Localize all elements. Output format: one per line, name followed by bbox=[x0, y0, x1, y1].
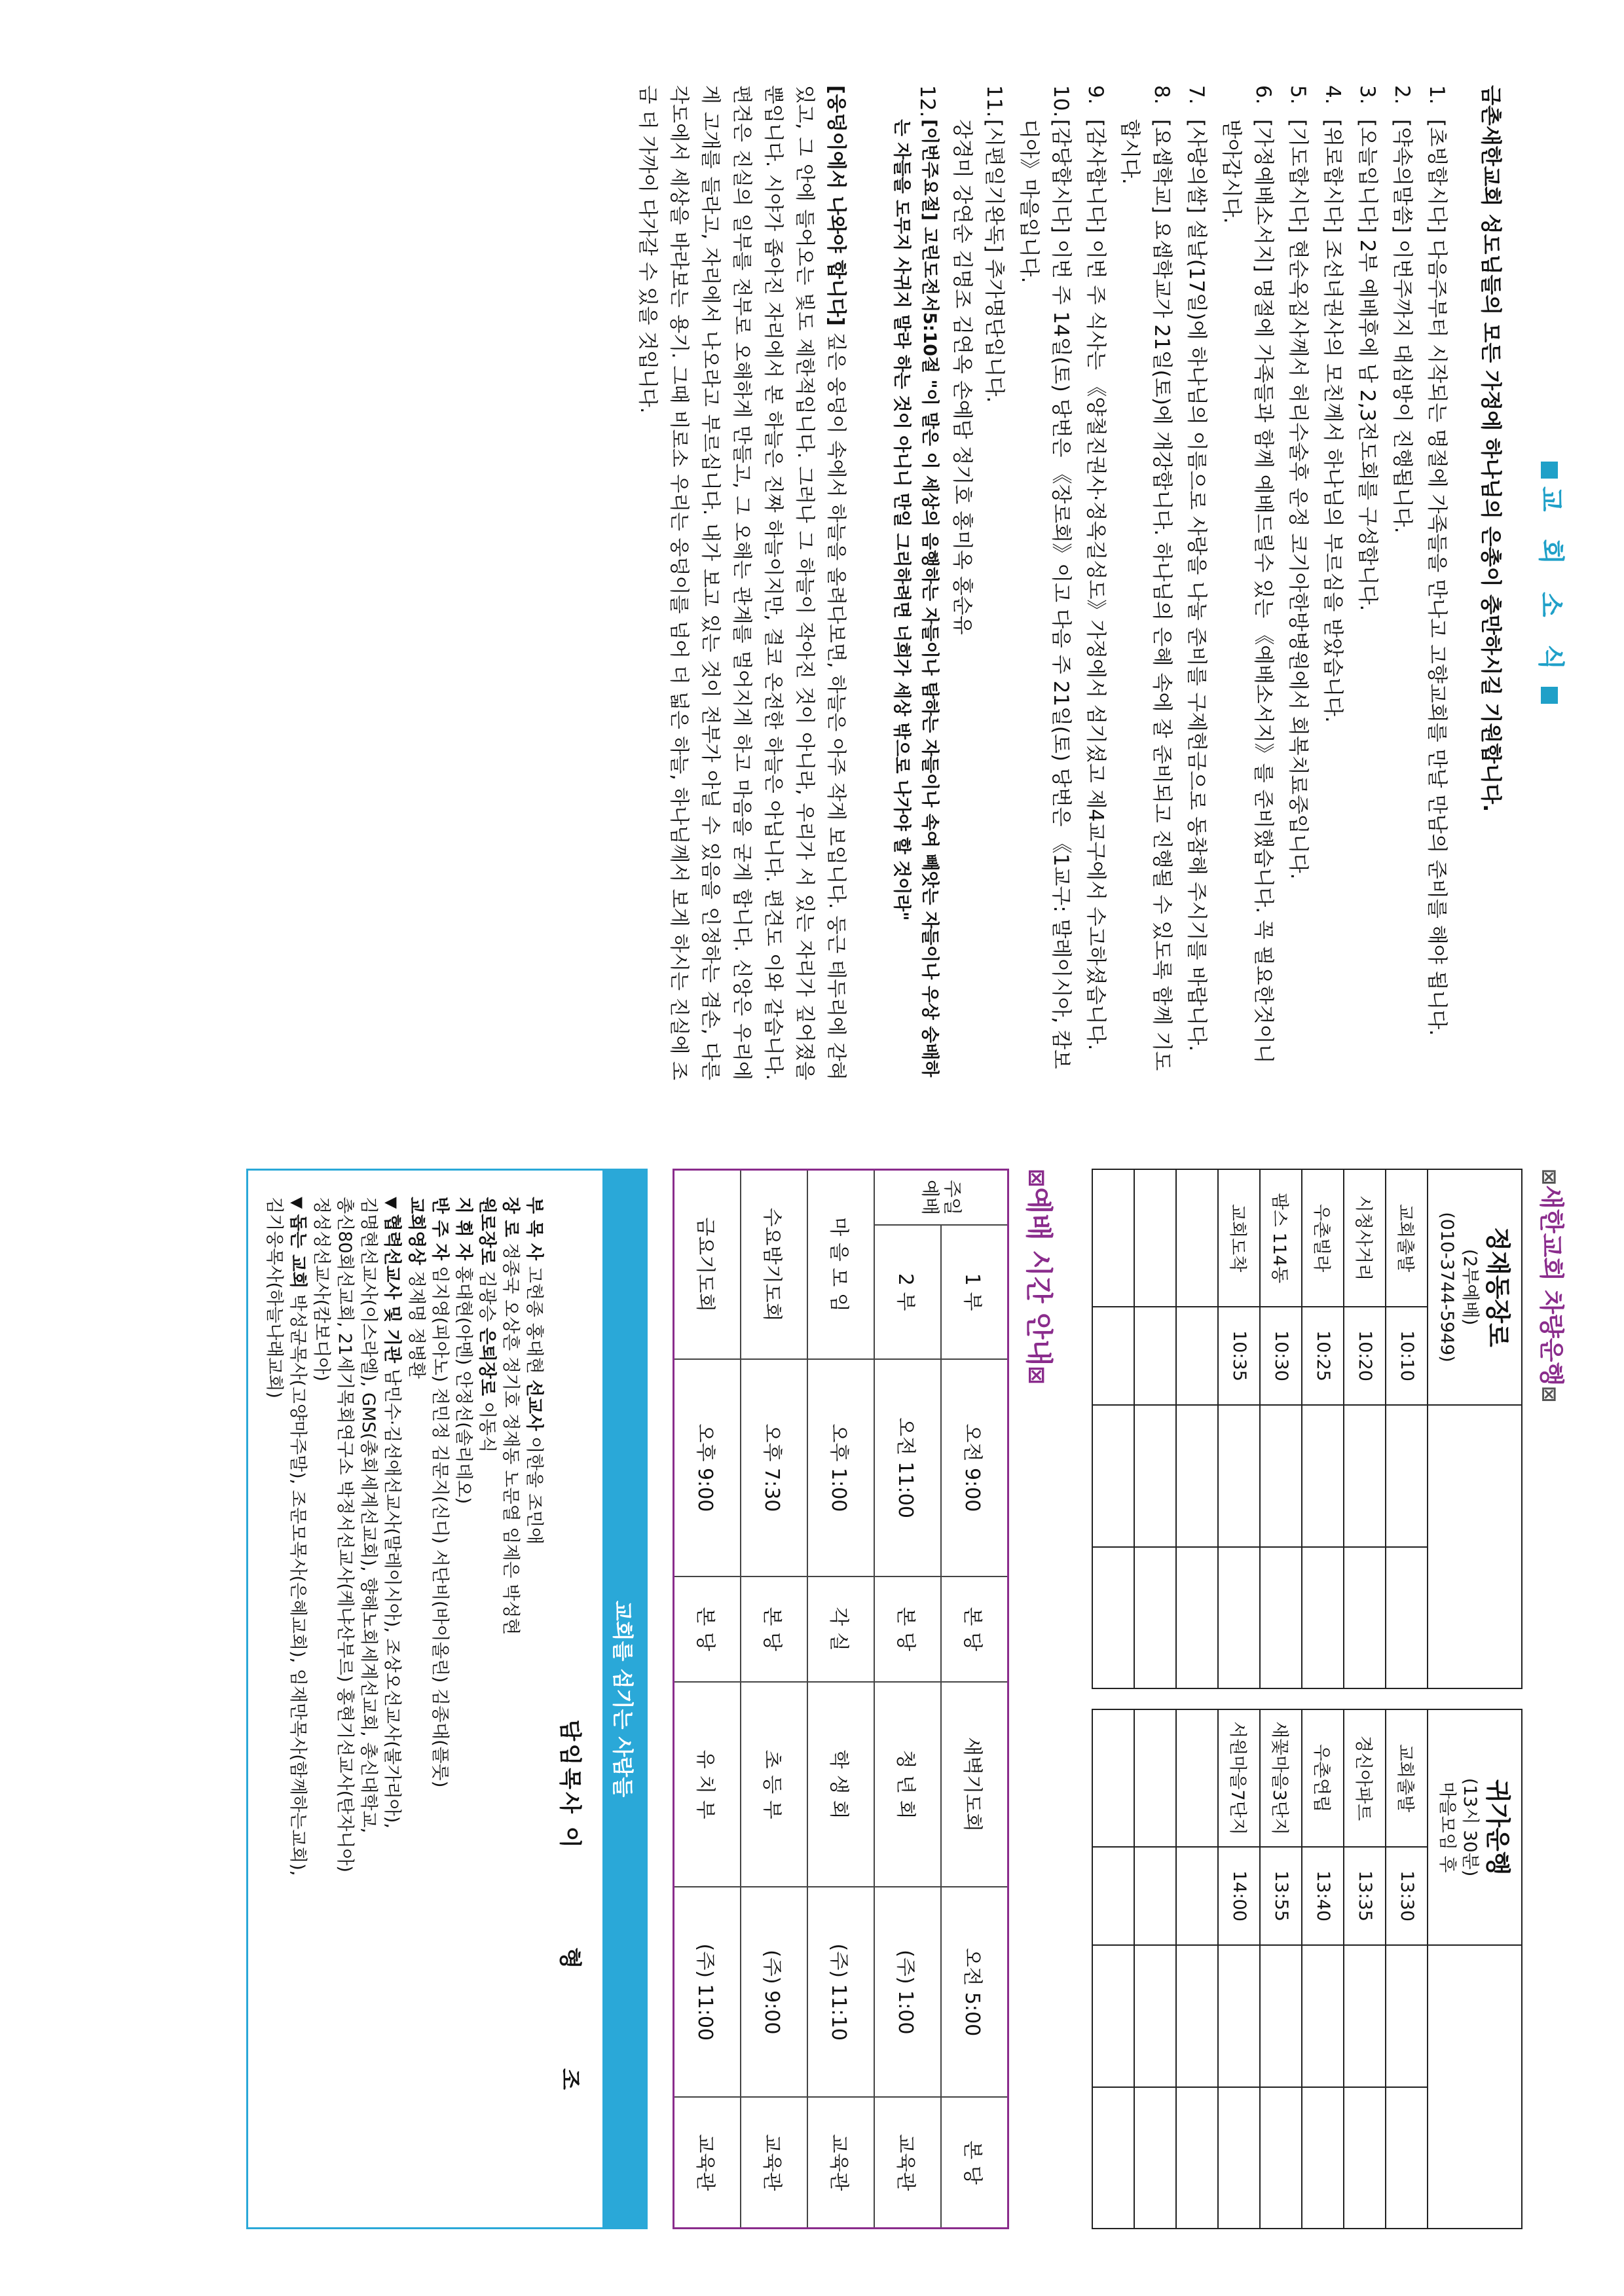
empty-cell bbox=[1302, 1405, 1344, 1547]
worship-time: 오후 9:00 bbox=[674, 1359, 741, 1576]
church-text: 김기웅목사(하늘나래교회) bbox=[263, 1197, 284, 1398]
square-icon bbox=[1541, 687, 1558, 704]
table-row bbox=[874, 1170, 941, 2229]
bus-stop: 서원마을7단지 bbox=[1218, 1709, 1260, 1847]
news-title bbox=[1534, 85, 1572, 1080]
empty-cell bbox=[1176, 1405, 1218, 1547]
server-names: 홍대현(아멘) 안정선(솔리데오) bbox=[452, 1266, 473, 1504]
empty-cell bbox=[1176, 2087, 1218, 2229]
empty-cell bbox=[1134, 1945, 1176, 2087]
bus-time: 13:30 bbox=[1386, 1847, 1428, 1945]
bus-title-text: 새한교회 차량운행 bbox=[1537, 1185, 1566, 1387]
empty-cell bbox=[1092, 1709, 1134, 1847]
empty-cell bbox=[1218, 2087, 1260, 2229]
empty-cell bbox=[1134, 1547, 1176, 1689]
news-item-number: 3. bbox=[1356, 85, 1380, 105]
news-item-text: [가정예배소서지] 명절에 가족들과 함께 예배드릴수 있는 《예배소서지》를 준비했습니다. 꼭 필요한것이니 받아갑시다. bbox=[1219, 119, 1276, 1064]
worship-title-text: 예배 시간 안내 bbox=[1023, 1187, 1056, 1366]
news-item-number: 6. bbox=[1251, 85, 1276, 105]
news-item bbox=[887, 85, 942, 1080]
table-row bbox=[1302, 1709, 1344, 2229]
mission-label: 협력선교사 및 기관 bbox=[382, 1214, 403, 1363]
bus-return-header-cell bbox=[1428, 1709, 1522, 1945]
empty-cell bbox=[1134, 1307, 1176, 1405]
empty-cell bbox=[1176, 1945, 1218, 2087]
worship-name: 마 을 모 임 bbox=[807, 1170, 874, 1360]
news-list bbox=[887, 85, 1452, 1080]
news-item-number: 5. bbox=[1286, 85, 1310, 105]
empty-cell bbox=[1134, 1709, 1176, 1847]
worship-category: 주일 예배 bbox=[874, 1170, 1008, 1226]
empty-cell bbox=[1176, 1307, 1218, 1405]
worship-name: 1 부 bbox=[941, 1225, 1008, 1359]
essay bbox=[631, 85, 851, 1080]
servers-body bbox=[261, 1171, 545, 2227]
news-item-number: 2. bbox=[1390, 85, 1414, 105]
news-item bbox=[1420, 85, 1452, 1080]
table-row bbox=[1344, 1169, 1386, 1688]
news-item-number: 12. bbox=[915, 85, 939, 118]
worship-place: 교육관 bbox=[874, 2097, 941, 2228]
table-row bbox=[1260, 1169, 1302, 1688]
triangle-bullet-icon: ▼ bbox=[287, 1197, 306, 1209]
empty-cell bbox=[1386, 2087, 1428, 2229]
empty-cell bbox=[1092, 1307, 1134, 1405]
server-names: 임지영(피아노) 전민정 김문지(신디) 서단비(바이올린) 김종대(플룻) bbox=[429, 1266, 450, 1788]
news-item-number: 7. bbox=[1185, 85, 1209, 105]
table-row bbox=[1386, 1169, 1428, 1688]
news-item-text: [감사합니다] 이번 주 식사는 《양철진권사·정옥길성도》가정에서 섬기셨고 제4교구에서 수고하셨습니다. bbox=[1083, 119, 1107, 1051]
news-item-text: [사랑의쌀] 설날(17일)에 하나님의 이름으로 사랑을 나눌 준비를 구제헌금으로 동참해 주시기를 바랍니다. bbox=[1185, 119, 1209, 1051]
news-item-number: 9. bbox=[1083, 85, 1107, 105]
worship-time: 오전 11:00 bbox=[874, 1359, 941, 1576]
deco-icon: ⊠ bbox=[1024, 1169, 1050, 1188]
worship-time: 오후 1:00 bbox=[807, 1359, 874, 1576]
bus-title bbox=[1536, 1169, 1572, 2229]
empty-cell bbox=[1260, 1547, 1302, 1689]
table-row bbox=[674, 1170, 741, 2229]
server-role: 교회영상 bbox=[405, 1197, 426, 1266]
server-role: 반 주 자 bbox=[429, 1197, 450, 1261]
empty-cell bbox=[1176, 1709, 1218, 1847]
worship-name: 2 부 bbox=[874, 1225, 941, 1359]
bus-tables bbox=[1092, 1169, 1522, 2229]
worship-name: 새벽기도회 bbox=[941, 1682, 1008, 1887]
server-role: 장 로 bbox=[500, 1197, 521, 1237]
weekly-verse: [이번주요절] 고린도전서5:10절 "이 말은 이 세상의 음행하는 자들이나 탐하는 자들이나 속여 빼앗는 자들이나 우상 숭배하는 자들을 도무지 사귀지 말라 하는 것이 아니니 만일 그리하려면 너희가 세상 밖으로 나가야 할 것이라" bbox=[891, 119, 940, 1078]
server-names: 정재명 정병환 bbox=[405, 1270, 426, 1379]
square-icon bbox=[1541, 462, 1558, 479]
table-row bbox=[1386, 1709, 1428, 2229]
bus-stop: 우촌연립 bbox=[1302, 1709, 1344, 1847]
church-line bbox=[286, 1197, 309, 2201]
bus-time: 10:20 bbox=[1344, 1307, 1386, 1405]
news-item bbox=[1386, 85, 1418, 1080]
news-item bbox=[1012, 85, 1077, 1080]
empty-cell bbox=[1134, 1405, 1176, 1547]
worship-time: 오후 7:30 bbox=[741, 1359, 807, 1576]
empty-cell bbox=[1218, 1405, 1260, 1547]
news-item bbox=[1351, 85, 1383, 1080]
news-item-text: [초빙합시다] 다음주부터 시작되는 명절에 가족들을 만나고 고향교회를 만날 만남의 준비를 해야 됩니다. bbox=[1425, 119, 1449, 1036]
info-section bbox=[246, 1169, 1572, 2229]
empty-cell bbox=[1218, 1547, 1260, 1689]
worship-place: 본 당 bbox=[674, 1576, 741, 1682]
bus-time: 13:35 bbox=[1344, 1847, 1386, 1945]
table-row bbox=[1176, 1169, 1218, 1688]
worship-name: 청 년 회 bbox=[874, 1682, 941, 1887]
worship-place: 교육관 bbox=[807, 2097, 874, 2228]
news-item-text: [위로합시다] 조선녀권사의 모친께서 하나님의 부르심을 받았습니다. bbox=[1321, 119, 1345, 723]
mission-line bbox=[356, 1197, 380, 2201]
empty-cell bbox=[1134, 1169, 1176, 1307]
deco-icon: ⊠ bbox=[1024, 1366, 1050, 1385]
deco-icon: ⊠ bbox=[1538, 1386, 1560, 1403]
worship-time: 오전 5:00 bbox=[941, 1887, 1008, 2097]
empty-cell bbox=[1344, 2087, 1386, 2229]
worship-time: 오전 9:00 bbox=[941, 1359, 1008, 1576]
bus-empty-cell bbox=[1428, 1405, 1522, 1688]
server-line bbox=[451, 1197, 475, 2201]
news-item-number: 4. bbox=[1321, 85, 1345, 105]
worship-time: (주) 11:00 bbox=[674, 1887, 741, 2097]
server-names: 정종국 오상흔 정기호 정재동 노문열 임제은 박성현 bbox=[500, 1243, 521, 1635]
mission-text: 총신80회선교회, 21세기목회연구소 박정서선교사(케냐산부르) 홍현기선교사(탄자니아) bbox=[335, 1197, 356, 1872]
worship-place: 교육관 bbox=[674, 2097, 741, 2228]
church-label: 돕는 교회 bbox=[287, 1214, 308, 1289]
empty-cell bbox=[1386, 1547, 1428, 1689]
table-row bbox=[1092, 1709, 1134, 2229]
news-item bbox=[1215, 85, 1279, 1080]
return-note: (13시 30분) bbox=[1459, 1777, 1480, 1877]
empty-cell bbox=[1260, 1945, 1302, 2087]
empty-cell bbox=[1092, 1945, 1134, 2087]
news-item-text: [기도합시다] 현순옥집사께서 허리수술후 운정 코기아한방병원에서 회복치료중입니다. bbox=[1286, 119, 1310, 880]
table-row bbox=[741, 1170, 807, 2229]
table-row bbox=[1302, 1169, 1344, 1688]
worship-name: 학 생 회 bbox=[807, 1682, 874, 1887]
worship-time: (주) 1:00 bbox=[874, 1887, 941, 2097]
bus-stop: 우촌빌라 bbox=[1302, 1169, 1344, 1307]
worship-name: 수요밤기도회 bbox=[741, 1170, 807, 1360]
worship-place: 각 실 bbox=[807, 1576, 874, 1682]
news-item-number: 10. bbox=[1048, 85, 1073, 118]
worship-name: 금요기도회 bbox=[674, 1170, 741, 1360]
server-line bbox=[475, 1197, 498, 2201]
server-role: 부 목 사 bbox=[524, 1197, 545, 1261]
server-line bbox=[428, 1197, 451, 2201]
empty-cell bbox=[1092, 1847, 1134, 1945]
table-row bbox=[1092, 1169, 1134, 1688]
mission-text: 남민수·김선애선교사(말레이시아), 조상오선교사(불가리아), bbox=[382, 1368, 403, 1829]
worship-name: 초 등 부 bbox=[741, 1682, 807, 1887]
bus-regular-header-cell bbox=[1428, 1169, 1522, 1405]
empty-cell bbox=[1134, 1847, 1176, 1945]
church-text: 박성균목사(고양마주말), 조문모목사(은혜교회), 임재만목사(함께하는교회), bbox=[287, 1294, 308, 1876]
news-item bbox=[1282, 85, 1314, 1080]
empty-cell bbox=[1344, 1547, 1386, 1689]
return-title: 귀가운행 bbox=[1483, 1779, 1512, 1876]
bus-stop: 교회도착 bbox=[1218, 1169, 1260, 1307]
table-row bbox=[807, 1170, 874, 2229]
news-item bbox=[1316, 85, 1348, 1080]
church-line bbox=[261, 1197, 285, 2201]
bus-time: 13:40 bbox=[1302, 1847, 1344, 1945]
news-item-text: [오늘입니다] 2부 예배후에 남 2,3전도회를 구성합니다. bbox=[1356, 119, 1380, 611]
table-row bbox=[1134, 1709, 1176, 2229]
bus-time: 10:25 bbox=[1302, 1307, 1344, 1405]
bus-regular-header bbox=[1428, 1169, 1522, 1688]
driver-name: 정재동장로 bbox=[1483, 1227, 1512, 1347]
mission-text: 정성성선교사(캄보디아) bbox=[310, 1197, 331, 1381]
table-row bbox=[941, 1170, 1008, 2229]
table-row bbox=[1134, 1169, 1176, 1688]
empty-cell bbox=[1386, 1945, 1428, 2087]
empty-cell bbox=[1176, 1547, 1218, 1689]
server-line bbox=[498, 1197, 522, 2201]
news-item-number: 11. bbox=[982, 85, 1006, 118]
mission-line bbox=[380, 1197, 403, 2201]
empty-cell bbox=[1092, 2087, 1134, 2229]
senior-pastor bbox=[556, 1171, 588, 2136]
servers-title: 교회를 섬기는 사람들 bbox=[602, 1171, 646, 2227]
worship-time: (주) 9:00 bbox=[741, 1887, 807, 2097]
bus-note: (2부예배) bbox=[1459, 1248, 1480, 1326]
empty-cell bbox=[1092, 1169, 1134, 1307]
bus-time: 10:10 bbox=[1386, 1307, 1428, 1405]
server-names: 김광승 bbox=[477, 1270, 498, 1328]
server-role: 원로장로 bbox=[477, 1197, 498, 1266]
news-item bbox=[1180, 85, 1212, 1080]
essay-body: 깊은 웅덩이 속에서 하늘을 올려다보면, 하늘은 아주 작게 보입니다. 둥근 테두리에 갇혀 있고, 그 안에 들어오는 빛도 제한적입니다. 그러나 그 하늘이 작아진 것이 아니라, 우리가 서 있는 자리가 깊어졌을 뿐입니다. 시야가 좁아진 자리에서 본 하늘은 진짜 하늘이지만, 결코 온전한 하늘은 아닙니다. 편견도 이와 같습니다. 편견은 진실의 일부를 전부로 오해하게 만들고, 그 오해는 관계를 멀어지게 하고 마음을 굳게 합니다. 신앙은 우리에게 고개를 들라고, 자리에서 나오라고 부르십니다. 내가 보고 있는 것이 전부가 아닐 수 있음을 인정하는 겸손, 다른 각도에서 세상을 바라보는 용기. 그때 비로소 우리는 웅덩이를 넘어 더 넓은 하늘, 하나님께서 보게 하시는 진실에 조금 더 가까이 다가갈 수 있을 것입니다. bbox=[636, 85, 848, 1080]
empty-cell bbox=[1176, 1847, 1218, 1945]
mission-text: 김명현선교사(이스라엘), GMS(총회세계선교회), 향해노회세계선교회, 총신대학교, bbox=[358, 1197, 379, 1834]
bus-stop: 팜스 114동 bbox=[1260, 1169, 1302, 1307]
mission-line bbox=[309, 1197, 333, 2201]
worship-table bbox=[673, 1169, 1009, 2229]
worship-place: 본 당 bbox=[874, 1576, 941, 1682]
bus-return-table bbox=[1092, 1709, 1522, 2229]
triangle-bullet-icon: ▼ bbox=[382, 1197, 401, 1209]
bus-stop: 교회출발 bbox=[1386, 1709, 1428, 1847]
server-names: 고헌종 홍대현 bbox=[524, 1266, 545, 1380]
empty-cell bbox=[1302, 1945, 1344, 2087]
news-item-number: 8. bbox=[1150, 85, 1174, 105]
server-names: 이한울 조민애 bbox=[524, 1436, 545, 1545]
empty-cell bbox=[1386, 1405, 1428, 1547]
mission-line bbox=[333, 1197, 356, 2201]
table-row bbox=[1218, 1709, 1260, 2229]
news-title-text: 교 회 소 식 bbox=[1536, 486, 1566, 680]
empty-cell bbox=[1092, 1405, 1134, 1547]
pastor-name: 이 형 조 bbox=[557, 1826, 583, 2136]
news-item-text: [약속의말씀] 이번주까지 대심방이 진행됩니다. bbox=[1390, 119, 1414, 534]
server-line bbox=[403, 1197, 427, 2201]
empty-cell bbox=[1302, 2087, 1344, 2229]
empty-cell bbox=[1260, 2087, 1302, 2229]
bus-empty-cell bbox=[1428, 1945, 1522, 2229]
bus-stop: 경신아파트 bbox=[1344, 1709, 1386, 1847]
table-row bbox=[1176, 1709, 1218, 2229]
bus-time: 10:35 bbox=[1218, 1307, 1260, 1405]
server-names: 이동식 bbox=[477, 1401, 498, 1453]
pastor-label: 담임목사 bbox=[557, 1719, 583, 1816]
empty-cell bbox=[1134, 2087, 1176, 2229]
server-role: 선교사 bbox=[524, 1379, 545, 1431]
empty-cell bbox=[1302, 1547, 1344, 1689]
news-intro: 금촌새한교회 성도님들의 모든 가정에 하나님의 은총이 충만하시길 기원합니다. bbox=[1479, 85, 1504, 812]
bus-time: 10:30 bbox=[1260, 1307, 1302, 1405]
news-item bbox=[1079, 85, 1111, 1080]
empty-cell bbox=[1344, 1405, 1386, 1547]
news-item-text: [시편일기완독] 추가명단입니다. bbox=[982, 119, 1006, 403]
server-line bbox=[522, 1197, 545, 2201]
empty-cell bbox=[1218, 1945, 1260, 2087]
worship-time: (주) 11:10 bbox=[807, 1887, 874, 2097]
table-row bbox=[1344, 1709, 1386, 2229]
bus-stop: 새꽃마을3단지 bbox=[1260, 1709, 1302, 1847]
bus-stop: 시청사거리 bbox=[1344, 1169, 1386, 1307]
news-item-number: 1. bbox=[1425, 85, 1449, 105]
news-item-text: [요셉학교] 요셉학교가 21일(토)에 개강합니다. 하나님의 은혜 속에 잘 준비되고 진행될 수 있도록 함께 기도합시다. bbox=[1118, 119, 1174, 1071]
news-item bbox=[1114, 85, 1178, 1080]
church-news-section bbox=[631, 85, 1572, 1080]
server-role: 은퇴장로 bbox=[477, 1327, 498, 1396]
return-note2: 마을모임 후 bbox=[1436, 1781, 1457, 1873]
reading-names: 강경미 강연순 김명조 김연옥 손예담 정기호 홍미옥 홍순유 bbox=[950, 119, 974, 635]
essay-title: [웅덩이에서 나와야 합니다] bbox=[824, 85, 848, 326]
table-row bbox=[1260, 1709, 1302, 2229]
empty-cell bbox=[1344, 1945, 1386, 2087]
worship-name: 유 치 부 bbox=[674, 1682, 741, 1887]
servers-box bbox=[246, 1169, 648, 2229]
bus-stop: 교회출발 bbox=[1386, 1169, 1428, 1307]
bus-time: 14:00 bbox=[1218, 1847, 1260, 1945]
server-role: 지 휘 자 bbox=[452, 1197, 473, 1261]
worship-title bbox=[1021, 1169, 1060, 2229]
news-item bbox=[946, 85, 1010, 1080]
bus-return-header bbox=[1428, 1709, 1522, 2229]
worship-place: 본 당 bbox=[741, 1576, 807, 1682]
table-row bbox=[1218, 1169, 1260, 1688]
news-item-text: [감당합시다] 이번 주 14일(토) 당번은 《장로회》이고 다음 주 21일(토) 당번은 《1교구: 말레이시아, 캄보디아》마을입니다. bbox=[1016, 119, 1073, 1069]
worship-place: 교육관 bbox=[741, 2097, 807, 2228]
empty-cell bbox=[1176, 1169, 1218, 1307]
worship-place: 본 당 bbox=[941, 2097, 1008, 2228]
empty-cell bbox=[1260, 1405, 1302, 1547]
worship-place: 본 당 bbox=[941, 1576, 1008, 1682]
bus-regular-table bbox=[1092, 1169, 1522, 1689]
empty-cell bbox=[1092, 1547, 1134, 1689]
deco-icon: ⊠ bbox=[1538, 1169, 1560, 1186]
bus-time: 13:55 bbox=[1260, 1847, 1302, 1945]
driver-phone: (010-3744-5949) bbox=[1436, 1212, 1457, 1362]
